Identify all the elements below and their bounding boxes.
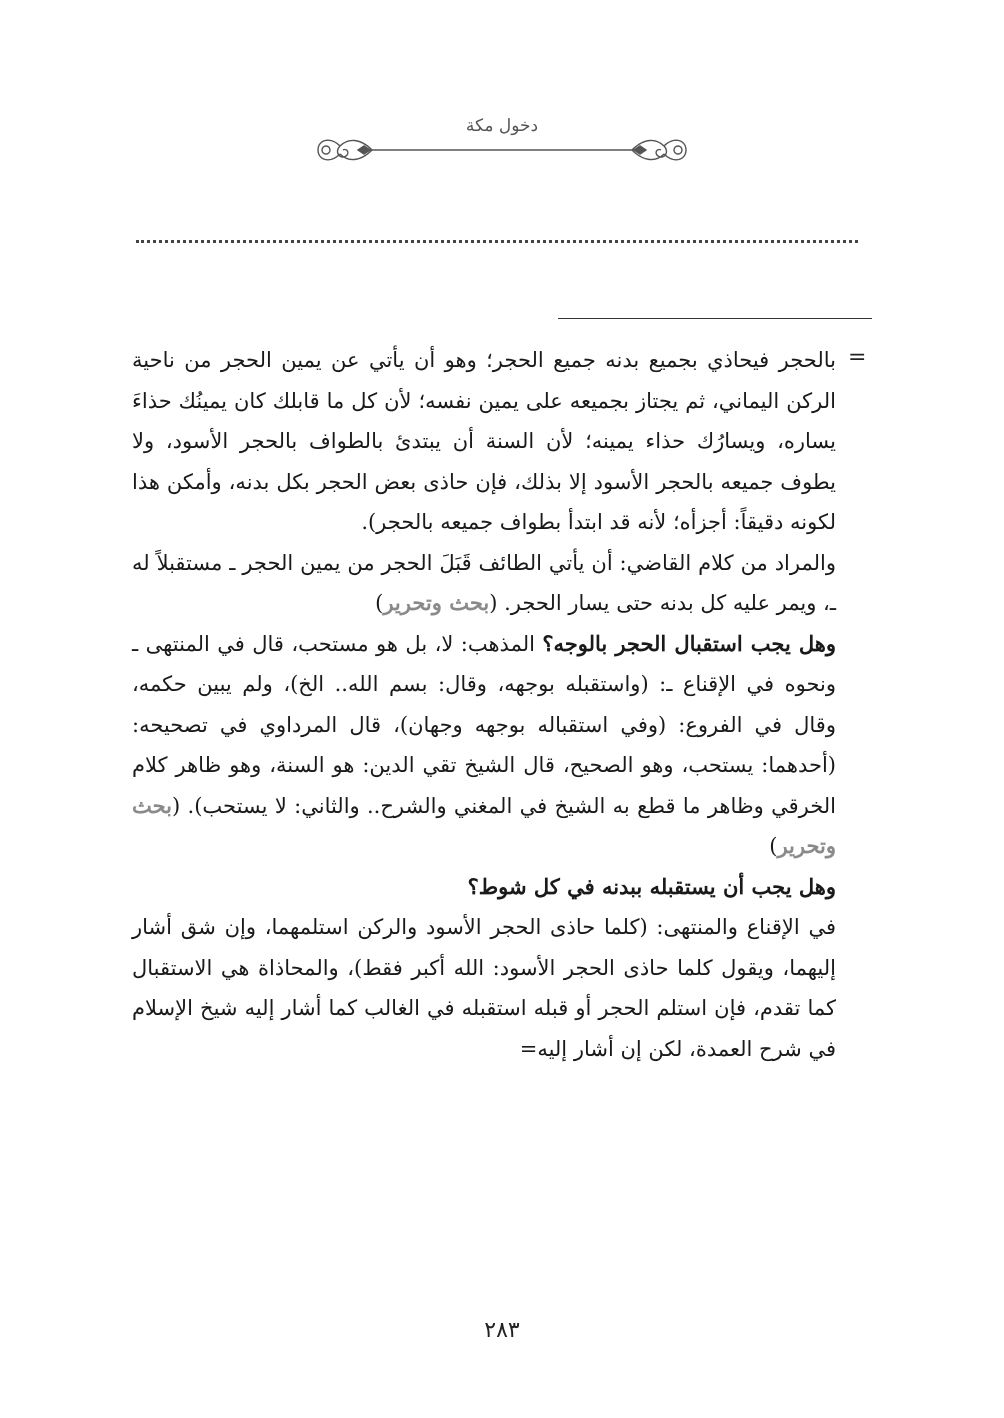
paragraph-2 <box>132 543 836 624</box>
page-header <box>0 108 1004 178</box>
research-note: بحث وتحرير <box>132 792 836 858</box>
dotted-separator <box>136 240 858 243</box>
paragraph-2-close: ) <box>375 591 384 615</box>
research-note: بحث وتحرير <box>383 590 490 615</box>
paragraph-3 <box>132 624 836 867</box>
question-heading: وهل يجب استقبال الحجر بالوجه؟ <box>542 630 836 656</box>
paragraph-5: في الإقناع والمنتهى: (كلما حاذى الحجر الأسود والركن استلمهما، وإن شق أشار إليهما، ويقول كلما حاذى الحجر الأسود: الله أكبر فقط)، والمحاذاة هي الاستقبال كما تقدم، فإن استلم الحجر أو قبله استقبله في الغالب كما أشار إليه شيخ الإسلام في شرح العمدة، لكن إن أشار إليه= <box>132 915 836 1061</box>
paragraph-1: بالحجر فيحاذي بجميع بدنه جميع الحجر؛ وهو أن يأتي عن يمين الحجر من ناحية الركن اليماني، ثم يجتاز بجميعه على يمين نفسه؛ لأن كل ما قابلك كان يمينُك حذاءَ يساره، ويسارُك حذاء يمينه؛ لأن السنة أن يبتدئ بالطواف بالحجر الأسود، ولا يطوف جميعه بالحجر الأسود إلا بذلك، فإن حاذى بعض الحجر بكل بدنه، وأمكن هذا لكونه دقيقاً: أجزأه؛ لأنه قد ابتدأ بطواف جميعه بالحجر). <box>132 348 836 534</box>
continuation-mark: = <box>848 345 867 370</box>
paragraph-3-text: المذهب: لا، بل هو مستحب، قال في المنتهى ـ ونحوه في الإقناع ـ: (واستقبله بوجهه، وقال: بسم الله.. الخ)، ولم يبين حكمه، وقال في الفروع: (وفي استقباله بوجهه وجهان)، قال المرداوي في تصحيحه: (أحدهما: يستحب، وهو الصحيح، قال الشيخ تقي الدين: هو السنة، وهو ظاهر كلام الخرقي وظاهر ما قطع به الشيخ في المغني والشرح.. والثاني: لا يستحب). ( <box>132 631 836 818</box>
header-ornament-icon <box>310 128 694 172</box>
footnote-body <box>132 340 836 1069</box>
footnote-separator-line <box>558 318 872 319</box>
question-heading-2: وهل يجب أن يستقبله ببدنه في كل شوط؟ <box>467 873 836 899</box>
paragraph-2-text: والمراد من كلام القاضي: أن يأتي الطائف قَبَلَ الحجر من يمين الحجر ـ مستقبلاً له ـ، ويمر عليه كل بدنه حتى يسار الحجر. ( <box>132 550 836 615</box>
paragraph-3-close: ) <box>769 834 778 858</box>
running-head-title: دخول مكة <box>465 116 539 136</box>
page-number: ٢٨٣ <box>484 1318 520 1343</box>
